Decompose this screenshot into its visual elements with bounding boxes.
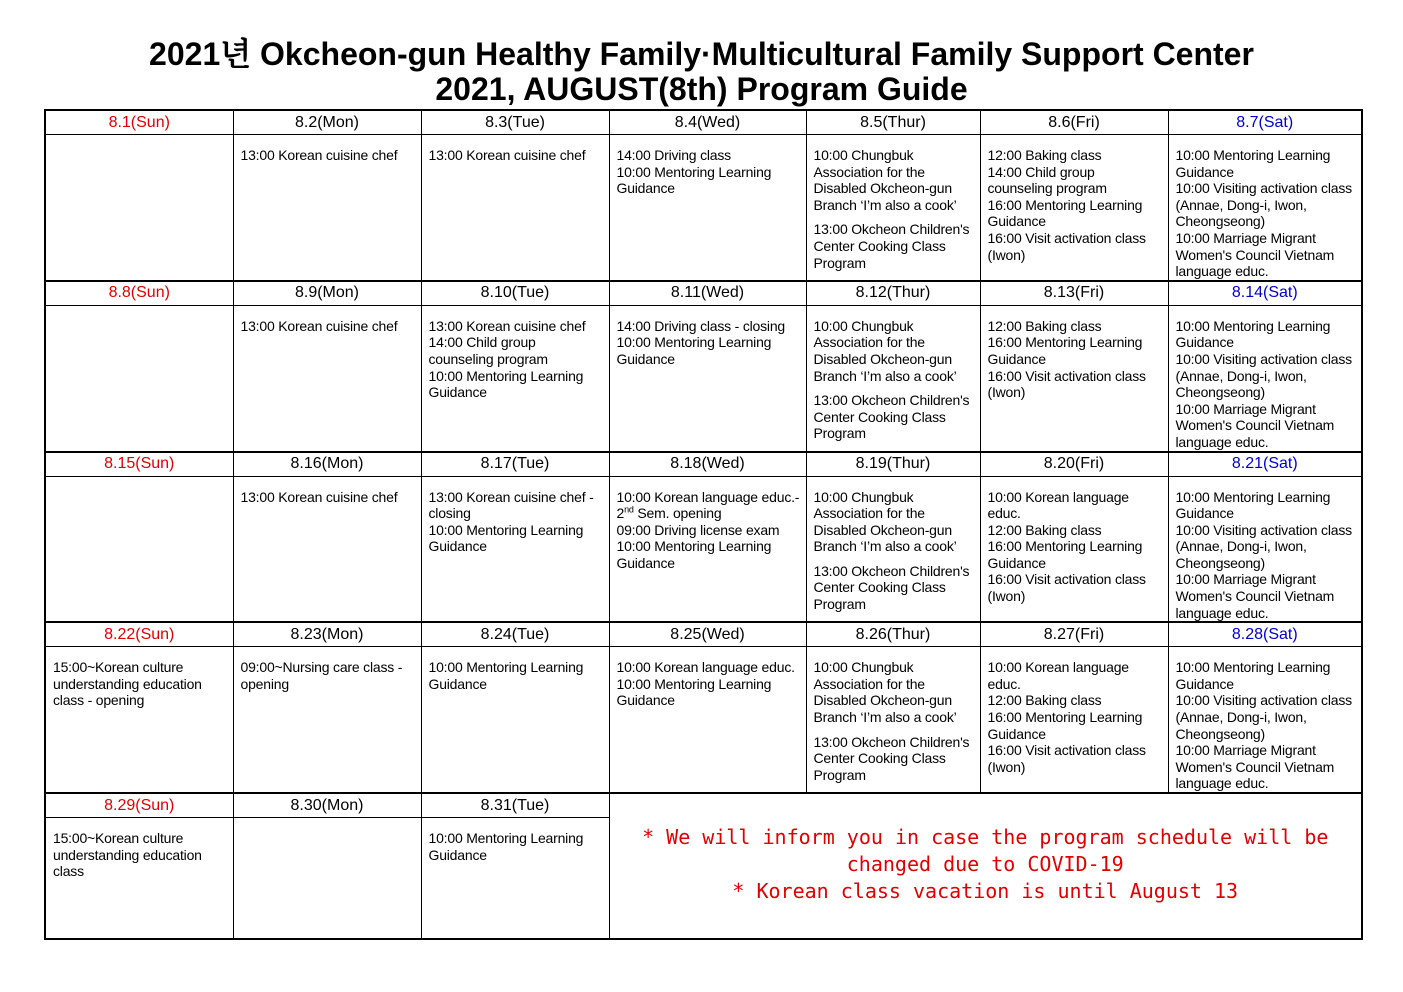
day-header: 8.17(Tue) [421,452,609,477]
day-cell [45,476,233,622]
day-header: 8.24(Tue) [421,622,609,647]
program-item: 13:00 Korean cuisine chef - closing [428,488,598,522]
program-item: 14:00 Child group counseling program [987,163,1107,197]
program-item: 10:00 Visiting activation class (Annae, Dong-i, Iwon, Cheongseong) [1175,521,1356,571]
program-item: 10:00 Chungbuk Association for the Disabled Okcheon-gun Branch ‘I’m also a cook’ [813,488,957,555]
program-item: 10:00 Mentoring Learning Guidance [616,538,775,571]
day-cell [233,305,421,451]
program-item: 16:00 Mentoring Learning Guidance [987,538,1146,571]
program-item: 10:00 Mentoring Learning Guidance [1175,317,1334,351]
program-item: 13:00 Okcheon Children's Center Cooking Class Program [813,562,974,613]
program-item: 14:00 Child group counseling program [428,334,548,367]
day-header: 8.11(Wed) [609,281,806,306]
day-cell [421,305,609,451]
day-cell [1168,305,1362,451]
program-item: 12:00 Baking class [987,147,1102,163]
day-cell [421,647,609,793]
day-header: 8.3(Tue) [421,110,609,135]
day-cell [45,305,233,451]
day-header: 8.14(Sat) [1168,281,1362,306]
day-cell [233,647,421,793]
program-item: 10:00 Chungbuk Association for the Disabled Okcheon-gun Branch ‘I’m also a cook’ [813,317,957,384]
day-header: 8.26(Thur) [806,622,980,647]
day-cell [806,647,980,793]
program-item: 10:00 Visiting activation class (Annae, Dong-i, Iwon, Cheongseong) [1175,350,1356,401]
day-header: 8.22(Sun) [45,622,233,647]
day-cell [1168,135,1362,281]
day-header: 8.15(Sun) [45,452,233,477]
day-cell [980,647,1168,793]
program-item: 12:00 Baking class [987,692,1102,709]
day-header: 8.27(Fri) [980,622,1168,647]
day-header: 8.16(Mon) [233,452,421,477]
program-item: 16:00 Visit activation class (Iwon) [987,367,1150,401]
notice-text: * We will inform you in case the program schedule will be changed due to COVID-19 [642,825,1329,876]
day-cell [1168,476,1362,622]
day-cell [980,135,1168,281]
day-header: 8.19(Thur) [806,452,980,477]
day-header: 8.18(Wed) [609,452,806,477]
day-header: 8.13(Fri) [980,281,1168,306]
notice-text: * Korean class vacation is until August 13 [732,879,1239,903]
program-item: 09:00 Driving license exam [616,521,780,538]
program-item: 10:00 Korean language educ. [987,488,1133,522]
day-cell [421,135,609,281]
program-item: 13:00 Korean cuisine chef [428,147,586,163]
day-cell [233,135,421,281]
program-item: 10:00 Mentoring Learning Guidance [1175,659,1334,692]
day-cell [806,305,980,451]
day-header: 8.6(Fri) [980,110,1168,135]
day-cell [609,135,806,281]
program-item: 16:00 Mentoring Learning Guidance [987,196,1146,230]
day-header: 8.20(Fri) [980,452,1168,477]
day-header: 8.1(Sun) [45,110,233,135]
day-header: 8.23(Mon) [233,622,421,647]
program-calendar [44,109,1363,940]
program-item: 16:00 Visit activation class (Iwon) [987,571,1150,605]
program-item: 13:00 Korean cuisine chef [240,147,398,163]
program-item: 10:00 Korean language educ. [616,659,795,676]
day-cell [806,135,980,281]
day-cell [609,476,806,622]
day-cell [980,305,1168,451]
program-item: 10:00 Mentoring Learning Guidance [1175,147,1334,180]
day-cell [980,476,1168,622]
day-cell [233,818,421,940]
program-item: 14:00 Driving class [616,147,731,163]
program-item: 16:00 Visit activation class (Iwon) [987,742,1150,775]
program-item: 16:00 Mentoring Learning Guidance [987,334,1146,367]
program-item: 13:00 Okcheon Children's Center Cooking Class Program [813,392,974,442]
program-item: 10:00 Mentoring Learning Guidance [428,367,587,401]
day-cell [45,135,233,281]
program-item: 10:00 Marriage Migrant Women's Council Vietnam language educ. [1175,571,1338,621]
day-header: 8.9(Mon) [233,281,421,306]
program-item: 12:00 Baking class [987,521,1102,538]
program-item: 10:00 Mentoring Learning Guidance [428,830,587,863]
program-item: 10:00 Mentoring Learning Guidance [428,659,587,692]
day-header: 8.7(Sat) [1168,110,1362,135]
day-header: 8.2(Mon) [233,110,421,135]
program-item: 10:00 Korean language educ. [987,659,1133,692]
title-line-1: 2021년 Okcheon-gun Healthy Family·Multicultural Family Support Center [149,36,1254,72]
day-cell [609,305,806,451]
program-item: 16:00 Visit activation class (Iwon) [987,229,1150,263]
day-cell [806,476,980,622]
day-header: 8.28(Sat) [1168,622,1362,647]
program-item: 10:00 Korean language educ.- 2nd Sem. opening [616,488,803,522]
program-item: 10:00 Marriage Migrant Women's Council Vietnam language educ. [1175,229,1338,280]
program-item: 10:00 Marriage Migrant Women's Council Vietnam language educ. [1175,400,1338,450]
program-item: 15:00~Korean culture understanding education class [53,830,206,880]
program-item: 13:00 Korean cuisine chef [240,488,398,505]
program-item: 10:00 Mentoring Learning Guidance [616,334,775,367]
title-line-2: 2021, AUGUST(8th) Program Guide [435,71,968,107]
program-item: 13:00 Korean cuisine chef [428,317,586,334]
day-header: 8.4(Wed) [609,110,806,135]
day-cell [45,818,233,940]
program-item: 13:00 Okcheon Children's Center Cooking Class Program [813,221,974,271]
day-header: 8.5(Thur) [806,110,980,135]
program-item: 10:00 Mentoring Learning Guidance [616,675,775,709]
program-item: 10:00 Mentoring Learning Guidance [428,521,587,555]
program-item: 10:00 Mentoring Learning Guidance [616,163,775,197]
day-header: 8.30(Mon) [233,793,421,818]
day-cell [233,476,421,622]
program-item: 10:00 Mentoring Learning Guidance [1175,488,1334,522]
program-item: 10:00 Visiting activation class (Annae, Dong-i, Iwon, Cheongseong) [1175,692,1356,742]
day-cell [609,647,806,793]
program-item: 15:00~Korean culture understanding education class - opening [53,659,206,709]
day-cell [1168,647,1362,793]
program-item: 16:00 Mentoring Learning Guidance [987,709,1146,742]
program-item: 12:00 Baking class [987,317,1102,334]
day-header: 8.29(Sun) [45,793,233,818]
program-item: 13:00 Korean cuisine chef [240,317,398,334]
day-header: 8.25(Wed) [609,622,806,647]
program-item: 09:00~Nursing care class - opening [240,659,406,692]
day-header: 8.10(Tue) [421,281,609,306]
day-header: 8.31(Tue) [421,793,609,818]
day-header: 8.21(Sat) [1168,452,1362,477]
day-header: 8.8(Sun) [45,281,233,306]
program-item: 10:00 Visiting activation class (Annae, Dong-i, Iwon, Cheongseong) [1175,180,1356,230]
program-item: 10:00 Chungbuk Association for the Disabled Okcheon-gun Branch ‘I’m also a cook’ [813,147,957,213]
day-cell [421,476,609,622]
program-item: 14:00 Driving class - closing [616,317,785,334]
program-item: 13:00 Okcheon Children's Center Cooking Class Program [813,733,974,783]
notice-box [609,793,1362,939]
day-cell [45,647,233,793]
program-item: 10:00 Chungbuk Association for the Disabled Okcheon-gun Branch ‘I’m also a cook’ [813,659,957,726]
day-header: 8.12(Thur) [806,281,980,306]
day-cell [421,818,609,940]
program-item: 10:00 Marriage Migrant Women's Council Vietnam language educ. [1175,742,1338,792]
